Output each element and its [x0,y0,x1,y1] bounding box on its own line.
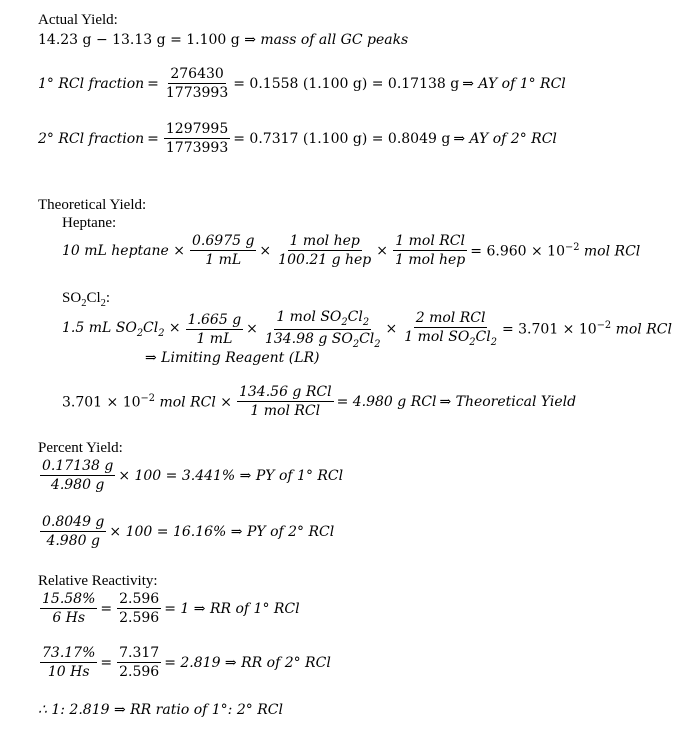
equation-note: ⇒ AY of 2° RCl [453,130,557,147]
relative-reactivity-conclusion: ∴ 1: 2.819 ⇒ RR ratio of 1°: 2° RCl [38,702,283,718]
numerator: 73.17% [42,645,96,661]
primary-fraction-equation: 1° RCl fraction = $\frac{276430}{1773993}$ = 0.1558 (1.100 g) = 0.17138 g ⇒ AY of 1° RCl [38,66,566,101]
actual-yield-line [38,32,408,48]
numerator: 0.17138 g [42,458,114,474]
denominator: 1 mol RCl [250,403,321,419]
heptane-equation: 10 mL heptane × $\frac{0.6975 g}{1 mL}$ × $\frac{\text{1 mol hep}}{\text{100.21 g hep}}$ × $\frac{\text{1 mol RCl}}{\text{1 mol hep}}$ = $6.960 \times 10^{-2}$ mol RCl [62,233,641,268]
fraction [190,233,256,268]
fraction [186,312,244,347]
secondary-fraction-equation: 2° RCl fraction = $\frac{1297995}{1773993}$ = 0.7317 (1.100 g) = 0.8049 g ⇒ AY of 2° RCl [38,121,557,156]
numerator: 2.596 [119,591,160,607]
fraction [164,121,230,156]
denominator: 134.98 g SO [264,330,353,347]
equation-result: × 100 = 16.16% ⇒ PY of 2° RCl [109,523,335,540]
relative-reactivity-secondary: $\frac{73.17\%}{10 Hs}$ = $\frac{7.317}{2.596}$ = 2.819 ⇒ RR of 2° RCl [42,645,331,680]
numerator: 0.6975 g [192,233,255,249]
exponent: −2 [596,320,612,332]
numerator: 2 mol RCl [415,310,486,327]
actual-yield-expression: 14.23 g − 13.13 g = 1.100 g [38,32,240,48]
equation-result: = 0.1558 (1.100 g) = 0.17138 g [233,75,460,92]
denominator: 1773993 [165,85,229,101]
fraction [40,458,115,493]
equation-note: ⇒ AY of 1° RCl [462,75,566,92]
relative-reactivity-primary: $\frac{15.58\%}{6 Hs}$ = $\frac{2.596}{2.596}$ = 1 ⇒ RR of 1° RCl [42,591,300,626]
fraction [117,645,161,680]
denominator: 100.21 g hep [278,252,372,268]
numerator: 134.56 g RCl [238,384,332,400]
equation-start: 1.5 mL SO [62,319,137,336]
numerator: 7.317 [119,645,160,661]
numerator: 1.665 g [187,311,242,328]
equation-result: = 4.980 g RCl [336,393,437,410]
equation-result: = 3.701 × 10 [501,322,597,339]
fraction [40,514,106,549]
equation-result: = 6.960 × 10 [470,243,565,260]
equation-label: 2° RCl fraction [38,130,145,147]
percent-yield-secondary [38,514,337,549]
fraction [40,591,97,626]
fraction [40,645,97,680]
denominator: 2.596 [119,610,160,626]
fraction [164,66,230,101]
so2cl2-equation: 1.5 mL $SO_2Cl_2$ × $\frac{1.665 g}{1 mL}$ × $\frac{1 mol SO_2Cl_2}{134.98 g SO_2Cl_2}$ × $\frac{\text{2 mol RCl}}{1 mol SO_2Cl_2}$ = $3.701 \times 10^{-2}$ mol RCl [62,309,672,350]
theoretical-yield-heading: Theoretical Yield: [38,197,147,213]
fraction [276,233,373,268]
fraction [237,384,334,419]
actual-yield-note: ⇒ mass of all GC peaks [244,32,409,48]
denominator: 1 mol SO [404,329,470,346]
equation-start: 3.701 × 10 [62,394,141,411]
relative-reactivity-heading: Relative Reactivity: [38,573,158,589]
numerator: 1297995 [165,121,229,137]
denominator: 1773993 [165,140,229,156]
denominator: 1 mL [205,252,242,268]
equation-note: ⇒ Theoretical Yield [439,393,577,410]
fraction: $\frac{\text{2 mol RCl}}{1 mol SO_2Cl_2}$ [404,310,497,349]
fraction [117,591,161,626]
unit: mol RCl × [159,394,232,411]
percent-yield-primary [38,458,346,493]
equation-start: 10 mL heptane × [62,242,186,259]
denominator: 1 mol hep [395,252,466,268]
denominator: 2.596 [119,664,160,680]
fraction [393,233,467,268]
denominator: 1 mL [196,330,233,347]
unit: mol RCl [615,322,672,339]
denominator: 10 Hs [47,664,90,680]
so2cl2-heading: $SO_2Cl_2$: [62,290,111,309]
numerator: 0.8049 g [42,514,105,530]
limiting-reagent-note: ⇒ Limiting Reagent (LR) [145,350,320,366]
actual-yield-heading: Actual Yield: [38,12,118,28]
fraction: $\frac{1 mol SO_2Cl_2}{134.98 g SO_2Cl_2}$ [264,309,381,350]
numerator: 1 mol RCl [395,233,466,249]
exponent: −2 [565,241,580,253]
equation-result: = 0.7317 (1.100 g) = 0.8049 g [233,130,451,147]
percent-yield-heading: Percent Yield: [38,440,123,456]
denominator: 4.980 g [50,477,105,493]
equation-result: × 100 = 3.441% ⇒ PY of 1° RCl [118,467,344,484]
theoretical-yield-equation [62,384,579,419]
numerator: 1 mol SO [276,309,342,325]
denominator: 4.980 g [46,533,100,549]
numerator: 1 mol hep [289,233,360,249]
equation-result: = 1 ⇒ RR of 1° RCl [164,600,300,617]
equation-result: = 2.819 ⇒ RR of 2° RCl [164,654,331,671]
numerator: 15.58% [42,591,96,607]
exponent: −2 [140,392,155,404]
equation-label: 1° RCl fraction [38,75,145,92]
heptane-heading: Heptane: [62,215,117,231]
denominator: 6 Hs [52,610,86,626]
numerator: 276430 [170,66,224,82]
unit: mol RCl [583,243,641,260]
